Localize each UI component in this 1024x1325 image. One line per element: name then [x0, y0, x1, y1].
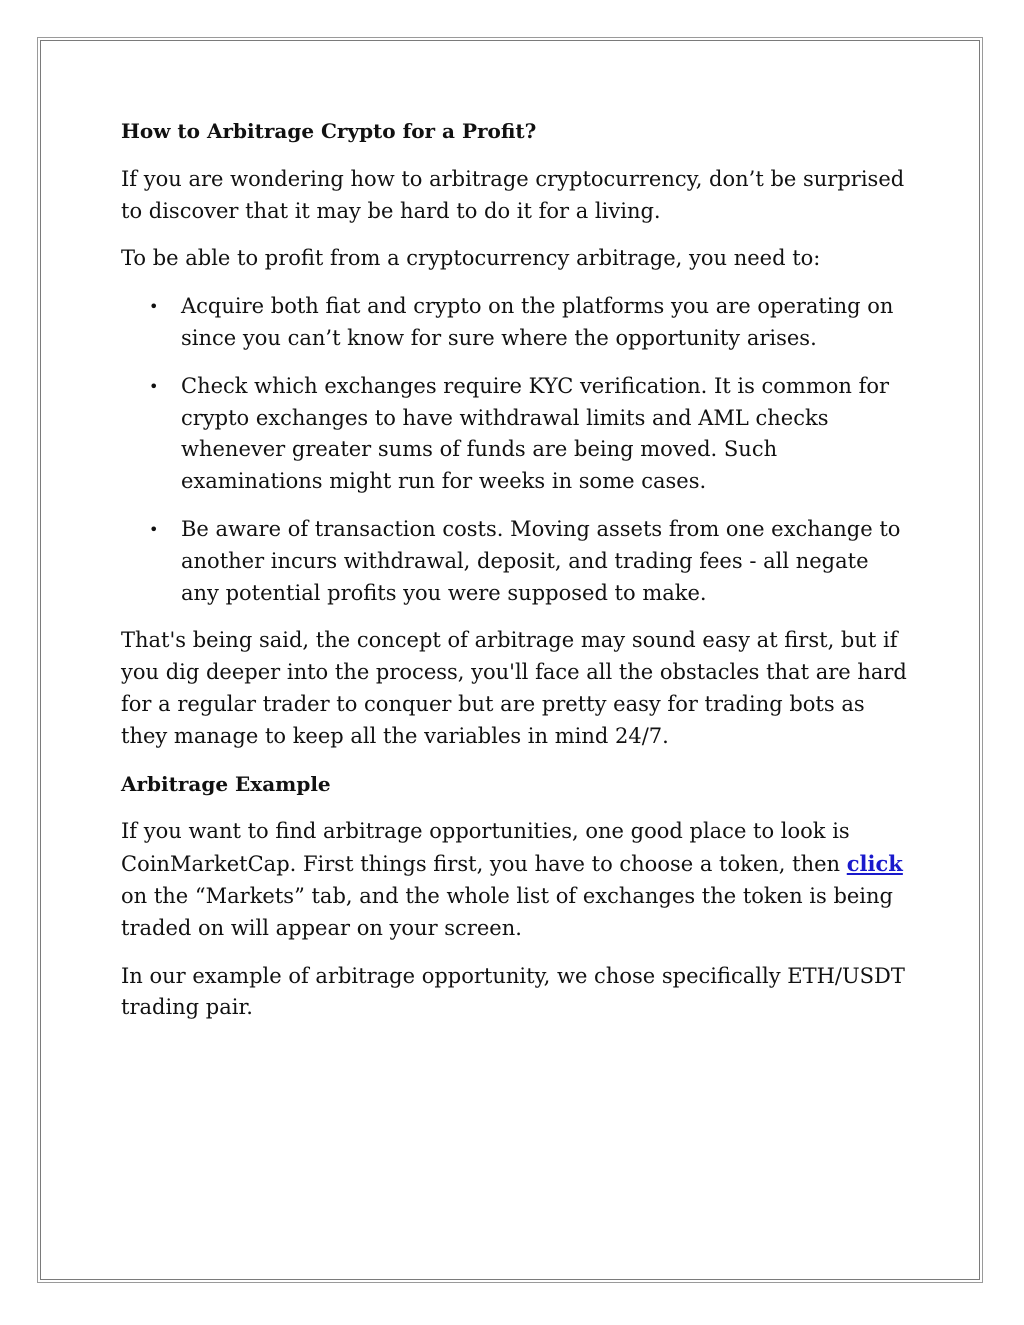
requirements-list — [121, 291, 911, 609]
example-text-end: on the “Markets” tab, and the whole list of exchanges the token is being traded on will appear on your screen. — [121, 883, 893, 940]
section-heading-profit: How to Arbitrage Crypto for a Profit? — [121, 119, 537, 143]
example-text-start: If you want to find arbitrage opportunities, one good place to look is CoinMarketCap. First things first, you have to choose a token, then — [121, 819, 850, 877]
click-link[interactable]: click — [846, 851, 903, 877]
document-body — [121, 116, 911, 1040]
trading-pair-paragraph: In our example of arbitrage opportunity, we chose specifically ETH/USDT trading pair. — [121, 963, 905, 1020]
requirements-intro: To be able to profit from a cryptocurrency arbitrage, you need to: — [121, 246, 821, 271]
bullet-icon: • — [149, 297, 159, 317]
list-item-text: Check which exchanges require KYC verification. It is common for crypto exchanges to have withdrawal limits and AML checks whenever greater sums of funds are being moved. Such examinations might run for weeks in some cases. — [181, 373, 890, 494]
list-item — [149, 371, 911, 498]
example-paragraph — [121, 816, 911, 944]
bullet-icon: • — [149, 376, 159, 396]
section-heading-example: Arbitrage Example — [121, 771, 331, 796]
conclusion-paragraph: That's being said, the concept of arbitrage may sound easy at first, but if you dig deeper into the process, you'll face all the obstacles that are hard for a regular trader to conquer but are pretty easy for trading bots as they manage to keep all the variables in mind 24/7. — [121, 628, 907, 748]
list-item-text: Acquire both fiat and crypto on the platforms you are operating on since you can’t know for sure where the opportunity arises. — [181, 294, 894, 350]
bullet-icon: • — [149, 519, 159, 539]
intro-paragraph: If you are wondering how to arbitrage cryptocurrency, don’t be surprised to discover that it may be hard to do it for a living. — [121, 166, 905, 223]
list-item-text: Be aware of transaction costs. Moving assets from one exchange to another incurs withdrawal, deposit, and trading fees - all negate any potential profits you were supposed to make. — [181, 516, 901, 605]
list-item — [149, 291, 911, 355]
list-item — [149, 514, 911, 609]
